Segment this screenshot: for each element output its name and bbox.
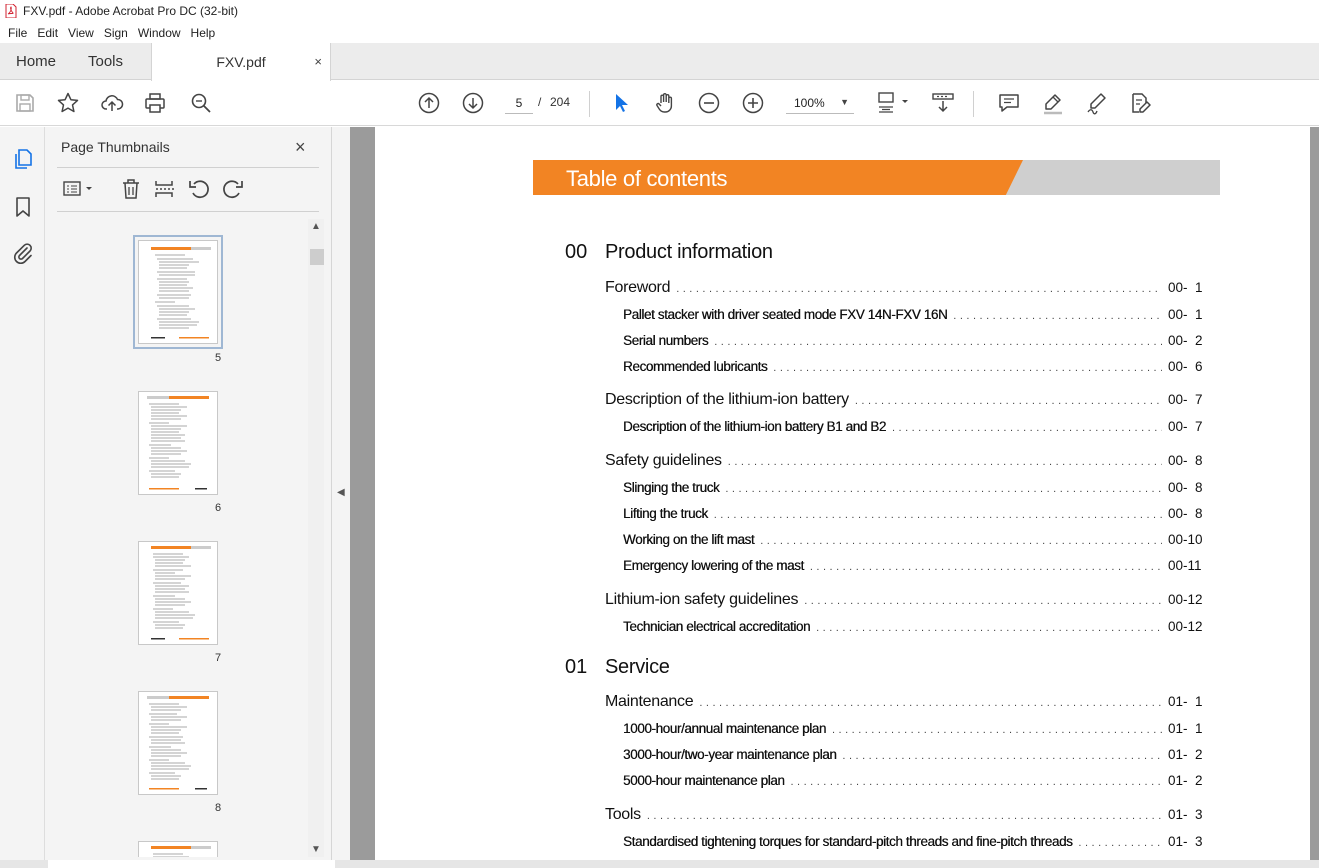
toc-dot-leader — [773, 362, 1162, 374]
hand-tool-icon[interactable] — [653, 91, 677, 115]
next-page-icon[interactable] — [461, 91, 485, 115]
bottom-bar — [0, 860, 1319, 868]
bookmark-star-icon[interactable] — [56, 91, 80, 115]
zoom-value: 100% — [794, 95, 825, 110]
toc-subentry[interactable] — [623, 773, 1208, 788]
acrobat-pdf-icon — [5, 4, 17, 18]
close-tab-icon[interactable]: × — [314, 54, 322, 69]
rotate-counterclockwise-icon[interactable] — [187, 177, 211, 201]
toc-page-number: 00- 8 — [1168, 453, 1203, 468]
window-title: FXV.pdf - Adobe Acrobat Pro DC (32-bit) — [23, 4, 238, 18]
page-separator: / — [538, 95, 542, 109]
toc-entry-label: Description of the lithium-ion battery B1 and B2 — [623, 419, 886, 434]
toc-heading-entry[interactable] — [605, 452, 1208, 470]
toc-page-number: 01- 3 — [1168, 834, 1203, 849]
thumbnails-scrollbar[interactable] — [308, 219, 324, 857]
thumbnails-toolbar — [57, 175, 327, 203]
tab-home[interactable]: Home — [16, 53, 57, 70]
toc-entry-label: Lithium-ion safety guidelines — [605, 591, 799, 608]
toc-entry-label: 3000-hour/two-year maintenance plan — [623, 747, 837, 762]
toc-page-number: 00- 1 — [1168, 280, 1203, 295]
toc-subentry[interactable] — [623, 721, 1208, 736]
toc-dot-leader — [810, 561, 1162, 573]
toc-page-number: 00-12 — [1168, 592, 1203, 607]
toc-dot-leader — [714, 509, 1162, 521]
zoom-out-icon[interactable] — [697, 91, 721, 115]
bookmarks-icon[interactable] — [11, 195, 35, 219]
tab-document-label: FXV.pdf — [216, 54, 266, 70]
toc-heading-entry[interactable] — [605, 806, 1208, 824]
zoom-in-icon[interactable] — [741, 91, 765, 115]
toc-subentry[interactable] — [623, 619, 1208, 634]
toc-entry-label: Tools — [605, 806, 641, 823]
toc-subentry[interactable] — [623, 532, 1208, 547]
thumbnail-page-label: 6 — [214, 502, 222, 514]
section-number: 01 — [565, 656, 588, 678]
edit-pdf-icon[interactable] — [1128, 91, 1152, 115]
toc-entry-label: Lifting the truck — [623, 506, 708, 521]
toc-dot-leader — [725, 483, 1162, 495]
menu-view[interactable]: View — [68, 25, 94, 40]
toc-entry-label: Technician electrical accreditation — [623, 619, 811, 634]
toc-entry-label: Recommended lubricants — [623, 359, 768, 374]
total-pages: 204 — [550, 95, 571, 109]
toc-page-number: 00- 8 — [1168, 506, 1203, 521]
toc-dot-leader — [953, 310, 1162, 322]
toc-entry-label: Working on the lift mast — [623, 532, 755, 547]
toc-subentry[interactable] — [623, 480, 1208, 495]
toc-page-number: 01- 2 — [1168, 747, 1203, 762]
toc-page-number: 00- 7 — [1168, 392, 1203, 407]
page-thumbnail[interactable] — [138, 841, 218, 857]
panel-divider — [57, 167, 319, 168]
attachments-icon[interactable] — [11, 241, 35, 265]
toc-page-number: 00-12 — [1168, 619, 1203, 634]
panel-collapse-strip[interactable] — [332, 127, 350, 860]
toc-banner — [533, 160, 1220, 195]
toc-page-number: 00- 6 — [1168, 359, 1203, 374]
upload-cloud-icon[interactable] — [100, 91, 124, 115]
print-icon[interactable] — [143, 91, 167, 115]
toc-entry-label: Emergency lowering of the mast — [623, 558, 804, 573]
toc-dot-leader — [647, 810, 1162, 822]
thumbnails-panel-title: Page Thumbnails — [61, 139, 170, 155]
toc-page-number: 00- 1 — [1168, 307, 1203, 322]
toc-page-number: 01- 2 — [1168, 773, 1203, 788]
toc-subentry[interactable] — [623, 506, 1208, 521]
page-fit-icon[interactable] — [876, 91, 910, 115]
toc-entry-label: Serial numbers — [623, 333, 709, 348]
toc-heading-entry[interactable] — [605, 693, 1208, 711]
left-rail — [0, 127, 45, 868]
bottom-bar-segment — [48, 860, 335, 868]
toc-page-number: 00- 7 — [1168, 419, 1203, 434]
fill-sign-icon[interactable] — [1085, 91, 1109, 115]
comment-icon[interactable] — [997, 91, 1021, 115]
thumbnail-page-label: 7 — [214, 652, 222, 664]
thumbnails-panel — [45, 127, 332, 860]
toolbar-divider — [589, 91, 590, 117]
toc-dot-leader — [855, 395, 1162, 407]
toc-entry-label: Foreword — [605, 279, 671, 296]
toc-subentry[interactable] — [623, 333, 1208, 348]
thumbnail-page-label: 8 — [214, 802, 222, 814]
toc-dot-leader — [892, 422, 1162, 434]
toc-page-number: 00-11 — [1168, 558, 1202, 573]
panel-divider — [57, 211, 319, 212]
toc-entry-label: Safety guidelines — [605, 452, 722, 469]
toolbar — [0, 81, 1319, 126]
toc-subentry[interactable] — [623, 834, 1208, 849]
menu-edit[interactable]: Edit — [37, 25, 59, 40]
toc-subentry[interactable] — [623, 307, 1208, 322]
toc-entry-label: Pallet stacker with driver seated mode FXV 14N-FXV 16N — [623, 307, 948, 322]
chevron-down-icon: ▼ — [840, 97, 849, 107]
toolbar-divider — [973, 91, 974, 117]
toc-page-number: 01- 1 — [1168, 694, 1203, 709]
document-viewer[interactable] — [350, 127, 1319, 860]
page-thumbnail[interactable] — [138, 541, 218, 645]
thumbnail-preview — [139, 542, 217, 644]
thumbnail-preview — [139, 692, 217, 794]
toc-dot-leader — [760, 535, 1162, 547]
scroll-mode-icon[interactable] — [931, 91, 955, 115]
thumbnail-preview — [139, 392, 217, 494]
close-panel-icon[interactable]: × — [295, 137, 306, 157]
pdf-page — [375, 127, 1310, 860]
page-thumbnail[interactable] — [138, 691, 218, 795]
delete-page-icon[interactable] — [119, 177, 143, 201]
toc-subentry[interactable] — [623, 359, 1208, 374]
zoom-select[interactable] — [786, 92, 854, 114]
toc-dot-leader — [728, 456, 1162, 468]
tab-tools[interactable]: Tools — [88, 53, 124, 70]
collapse-panel-icon[interactable]: ◀ — [337, 487, 345, 498]
toc-dot-leader — [676, 283, 1162, 295]
thumbnail-page-label: 5 — [214, 352, 222, 364]
toc-page-number: 00-10 — [1168, 532, 1203, 547]
section-title: Service — [605, 656, 670, 678]
thumbnail-options-icon[interactable] — [61, 177, 95, 201]
select-cursor-icon[interactable] — [609, 91, 633, 115]
toc-subentry[interactable] — [623, 419, 1208, 434]
thumbnail-preview — [139, 842, 217, 857]
toc-dot-leader — [816, 622, 1162, 634]
toc-entry-label: Standardised tightening torques for standard-pitch threads and fine-pitch threads — [623, 834, 1073, 849]
thumbnail-preview — [139, 241, 217, 343]
toc-dot-leader — [699, 697, 1162, 709]
toc-entry-label: Maintenance — [605, 693, 694, 710]
toc-page-number: 00- 8 — [1168, 480, 1203, 495]
save-icon[interactable] — [13, 91, 37, 115]
toc-entry-label: 5000-hour maintenance plan — [623, 773, 785, 788]
rotate-clockwise-icon[interactable] — [221, 177, 245, 201]
section-number: 00 — [565, 241, 588, 263]
scroll-down-icon[interactable]: ▼ — [311, 844, 321, 855]
title-bar — [0, 0, 1319, 22]
toc-dot-leader — [832, 724, 1162, 736]
toc-page-number: 01- 1 — [1168, 721, 1203, 736]
page-number-input[interactable]: 5 — [505, 92, 533, 114]
scroll-thumb[interactable] — [310, 249, 324, 265]
toc-subentry[interactable] — [623, 558, 1208, 573]
tab-document[interactable] — [151, 43, 331, 81]
insert-page-icon[interactable] — [153, 177, 177, 201]
toc-heading-entry[interactable] — [605, 279, 1208, 297]
toc-page-number: 01- 3 — [1168, 807, 1203, 822]
toc-dot-leader — [790, 776, 1162, 788]
menu-sign[interactable]: Sign — [103, 25, 128, 40]
menu-help[interactable]: Help — [190, 25, 216, 40]
toc-entry-label: Description of the lithium-ion battery — [605, 391, 849, 408]
toc-page-number: 00- 2 — [1168, 333, 1203, 348]
page-thumbnails-icon[interactable] — [11, 147, 35, 171]
toc-subentry[interactable] — [623, 747, 1208, 762]
thumbnail-list — [45, 217, 305, 857]
tab-bar — [0, 43, 1319, 80]
menu-bar — [0, 22, 1319, 43]
previous-page-icon[interactable] — [417, 91, 441, 115]
toc-heading-entry[interactable] — [605, 391, 1208, 409]
toc-title: Table of contents — [566, 166, 728, 191]
toc-dot-leader — [1078, 837, 1162, 849]
toc-dot-leader — [714, 336, 1162, 348]
highlight-pen-icon[interactable] — [1041, 91, 1065, 115]
toc-dot-leader — [842, 750, 1162, 762]
page-thumbnail[interactable] — [138, 391, 218, 495]
toc-entry-label: Slinging the truck — [623, 480, 720, 495]
toc-dot-leader — [804, 595, 1162, 607]
toc-heading-entry[interactable] — [605, 591, 1208, 609]
page-thumbnail[interactable] — [138, 240, 218, 344]
section-title: Product information — [605, 241, 773, 263]
menu-window[interactable]: Window — [137, 25, 181, 40]
zoom-search-icon[interactable] — [189, 91, 213, 115]
menu-file[interactable]: File — [8, 25, 28, 40]
toc-entry-label: 1000-hour/annual maintenance plan — [623, 721, 826, 736]
scroll-up-icon[interactable]: ▲ — [311, 221, 321, 232]
